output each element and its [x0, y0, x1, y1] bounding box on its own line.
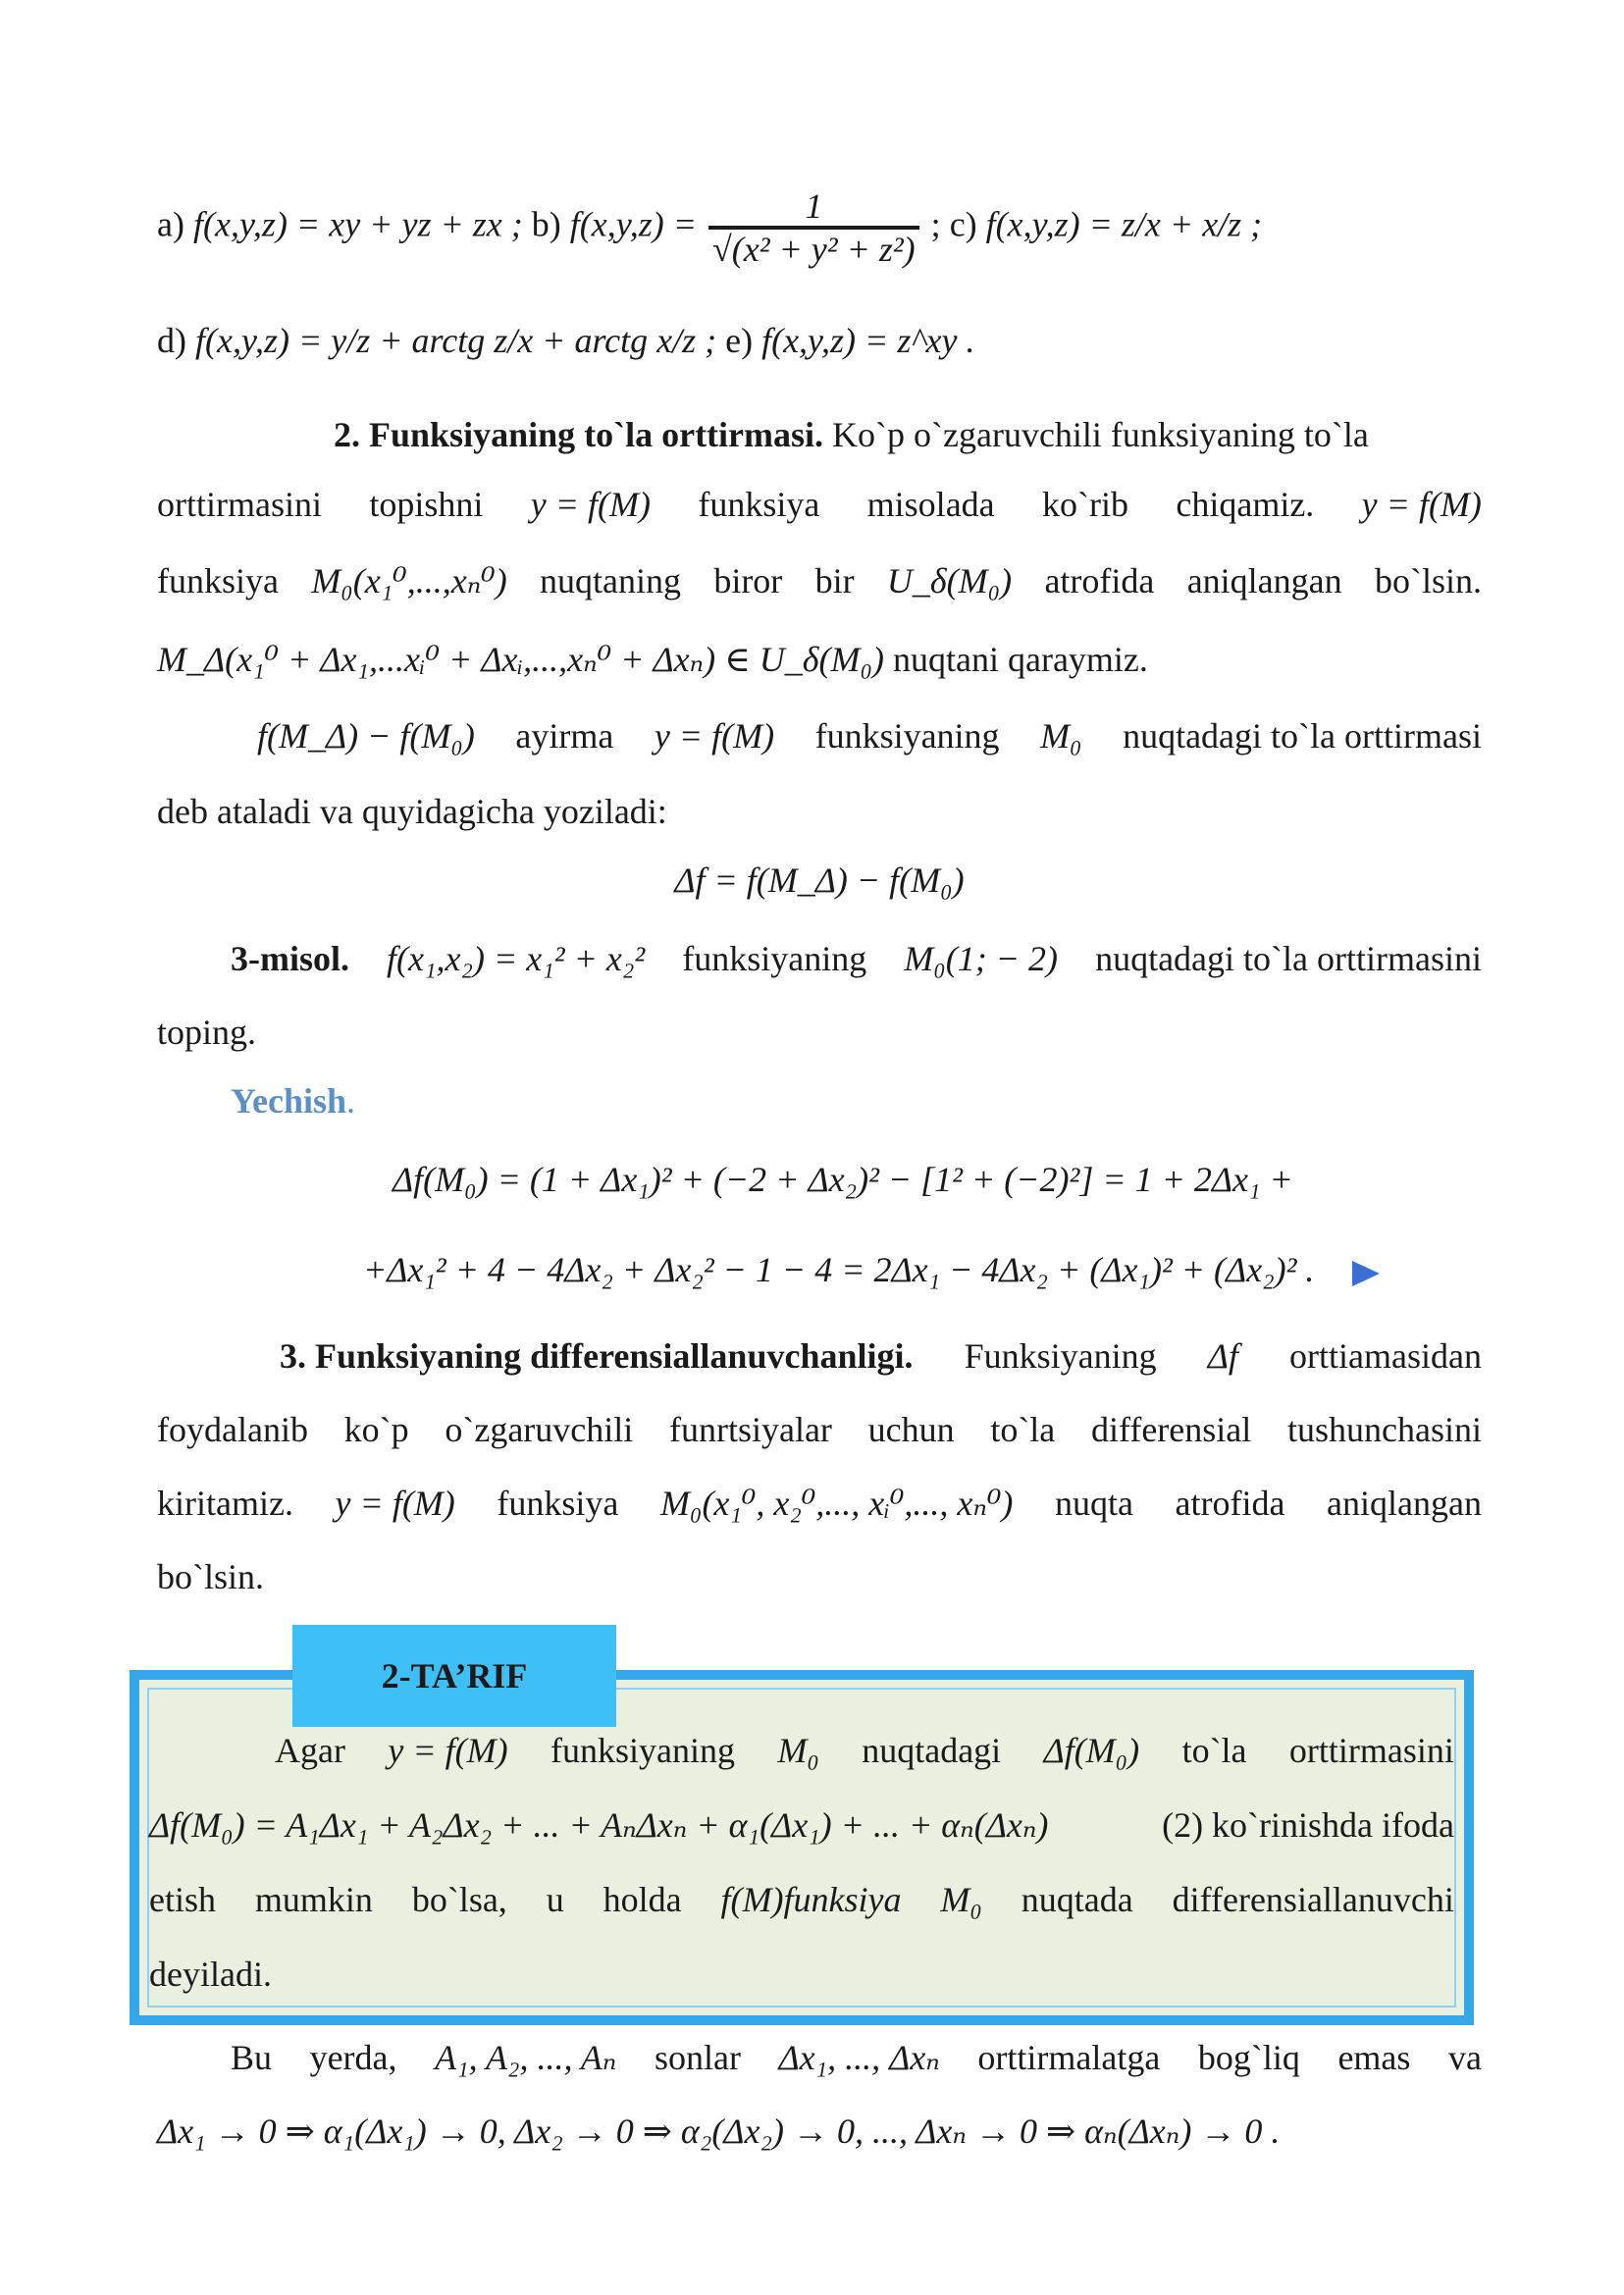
definition-line3 [149, 1878, 1454, 1921]
formula: Δf(M₀) [1043, 1731, 1140, 1770]
word: funrtsiyalar [668, 1410, 832, 1449]
word: aniqlangan [1186, 561, 1342, 600]
section2-heading-line [334, 413, 1482, 456]
section2-line6: deb ataladi va quyidagicha yoziladi: [157, 792, 667, 831]
word: uchun [867, 1410, 955, 1449]
word: funksiyaning [550, 1731, 735, 1770]
example3-line1 [231, 937, 1482, 980]
item-e-formula: f(x,y,z) = z^xy . [761, 321, 975, 360]
definition-line4: deyiladi. [149, 1955, 272, 1994]
item-b-lhs: f(x,y,z) = [569, 204, 697, 244]
section3-line3 [157, 1482, 1482, 1525]
formula: f(x₁,x₂) = x₁² + x₂² [387, 939, 646, 978]
word: kiritamiz. [157, 1484, 293, 1523]
solution-line [231, 1079, 819, 1122]
formula: Δx₁ → 0 ⇒ α₁(Δx₁) → 0, Δx₂ → 0 ⇒ α₂(Δx₂) → 0, ..., Δxₙ → 0 ⇒ αₙ(Δxₙ) → 0 . [157, 2112, 1281, 2151]
section3-title: 3. Funksiyaning differensiallanuvchanligi. [280, 1336, 914, 1376]
word: funksiya [698, 485, 820, 524]
word: tushunchasini [1286, 1410, 1482, 1449]
word: bog`liq [1197, 2038, 1300, 2077]
formula: +Δx₁² + 4 − 4Δx₂ + Δx₂² − 1 − 4 = 2Δx₁ − 4Δx₂ + (Δx₁)² + (Δx₂)² . [363, 1250, 1315, 1289]
formula: M_Δ(x₁⁰ + Δx₁,...xᵢ⁰ + Δxᵢ,...,xₙ⁰ + Δxₙ) ∈ U_δ(M₀) [157, 640, 884, 679]
text: nuqtadagi to`la orttirmasini [1095, 939, 1482, 978]
solution-dot: . [346, 1081, 356, 1121]
word: nuqta [1054, 1484, 1133, 1523]
formula: Δf(M₀) = A₁Δx₁ + A₂Δx₂ + ... + AₙΔxₙ + α₁(Δx₁) + ... + αₙ(Δxₙ) [149, 1805, 1049, 1845]
word: emas [1337, 2038, 1411, 2077]
formula: M₀ [940, 1880, 982, 1919]
item-a-label: a) [157, 204, 184, 244]
example-label: 3-misol. [231, 939, 349, 978]
section3-line4: bo`lsin. [157, 1557, 265, 1596]
item-e-label: e) [725, 321, 754, 360]
formula: f(M)funksiya [720, 1880, 902, 1919]
calc-line1 [393, 1158, 1423, 1201]
solution-label: Yechish [231, 1081, 347, 1121]
word: funksiyaning [814, 716, 1000, 756]
item-b-numerator: 1 [708, 186, 919, 228]
closing-line1 [231, 2036, 1482, 2079]
section3-line2 [157, 1408, 1482, 1451]
example3-line2: toping. [157, 1013, 257, 1052]
item-b-label: b) [531, 204, 561, 244]
word: bo`lsin. [1374, 561, 1482, 600]
word: Agar [275, 1731, 345, 1770]
section2-line1-text: Ko`p o`zgaruvchili funksiyaning to`la [832, 415, 1369, 454]
text: nuqtadagi to`la orttirmasi [1123, 716, 1482, 756]
formula: M₀(x₁⁰,...,xₙ⁰) [311, 561, 507, 600]
word: Funksiyaning [964, 1336, 1157, 1376]
closing-line2 [157, 2110, 1482, 2153]
definition-line2 [149, 1803, 1454, 1847]
section2-line2 [157, 483, 1482, 526]
formula: y = f(M) [654, 716, 775, 756]
word: u [546, 1880, 564, 1919]
formula: U_δ(M₀) [886, 561, 1013, 600]
word: differensiallanuvchi [1172, 1880, 1454, 1919]
exercise-line-abc [157, 186, 1482, 269]
text: nuqtani qaraymiz. [893, 640, 1148, 679]
word: ko`rib [1042, 485, 1128, 524]
word: to`la [1181, 1731, 1247, 1770]
definition-tab: 2-TA’RIF [292, 1625, 616, 1727]
formula: y = f(M) [530, 485, 651, 524]
formula: M₀(x₁⁰, x₂⁰,..., xᵢ⁰,..., xₙ⁰) [659, 1484, 1014, 1523]
word: sonlar [654, 2038, 741, 2077]
word: to`la [990, 1410, 1056, 1449]
word: bo`lsa, [411, 1880, 507, 1919]
word: biror [713, 561, 783, 600]
word: atrofida [1175, 1484, 1285, 1523]
word: aniqlangan [1327, 1484, 1482, 1523]
item-d-formula: f(x,y,z) = y/z + arctg z/x + arctg x/z ; [195, 321, 717, 360]
word: chiqamiz. [1176, 485, 1315, 524]
word: funksiyaning [682, 939, 867, 978]
formula: Δf(M₀) = (1 + Δx₁)² + (−2 + Δx₂)² − [1² + (−2)²] = 1 + 2Δx₁ + [393, 1160, 1293, 1199]
formula: M₀ [777, 1731, 819, 1770]
word: nuqtada [1021, 1880, 1133, 1919]
word: foydalanib [157, 1410, 308, 1449]
formula: y = f(M) [1361, 485, 1482, 524]
formula: y = f(M) [388, 1731, 508, 1770]
word: mumkin [254, 1880, 373, 1919]
item-d-label: d) [157, 321, 186, 360]
word: va [1447, 2038, 1482, 2077]
formula: M₀ [1040, 716, 1082, 756]
section3-heading-line [280, 1334, 1482, 1378]
word: etish [149, 1880, 216, 1919]
section2-line4 [157, 638, 1482, 681]
item-c-label: c) [949, 204, 977, 244]
section2-formula: Δf = f(M_Δ) − f(M₀) [674, 861, 965, 900]
word: atrofida [1044, 561, 1155, 600]
formula: f(M_Δ) − f(M₀) [257, 716, 475, 756]
word: orttirmasini [1288, 1731, 1454, 1770]
section2-line5 [257, 714, 1482, 757]
word: orttirmalatga [977, 2038, 1161, 2077]
word: orttirmasini [157, 485, 322, 524]
text: (2) ko`rinishda ifoda [1162, 1805, 1454, 1845]
section2-line3 [157, 559, 1482, 602]
definition-line1 [275, 1729, 1454, 1772]
item-a-formula: f(x,y,z) = xy + yz + zx ; [192, 204, 523, 244]
word: ayirma [515, 716, 614, 756]
formula: Δf [1207, 1336, 1238, 1376]
section2-title: 2. Funksiyaning to`la orttirmasi. [334, 415, 824, 454]
formula: Δx₁, ..., Δxₙ [778, 2038, 940, 2077]
item-c-formula: f(x,y,z) = z/x + x/z ; [985, 204, 1263, 244]
item-b-denominator: √(x² + y² + z²) [708, 228, 919, 269]
formula: A₁, A₂, ..., Aₙ [435, 2038, 617, 2077]
item-b-end: ; [930, 204, 941, 244]
word: orttiamasidan [1289, 1336, 1482, 1376]
word: bir [814, 561, 855, 600]
word: o`zgaruvchili [445, 1410, 634, 1449]
word: funksiya [497, 1484, 619, 1523]
exercise-line-de [157, 319, 1482, 362]
triangle-right-icon [1352, 1261, 1380, 1286]
word: nuqtadagi [862, 1731, 1002, 1770]
item-b-fraction [708, 186, 919, 269]
word: nuqtaning [540, 561, 681, 600]
word: funksiya [157, 561, 279, 600]
word: Bu [231, 2038, 273, 2077]
word: holda [602, 1880, 682, 1919]
word: ko`p [343, 1410, 409, 1449]
word: differensial [1091, 1410, 1252, 1449]
formula: M₀(1; − 2) [904, 939, 1059, 978]
formula: y = f(M) [335, 1484, 455, 1523]
word: misolada [866, 485, 995, 524]
calc-line2 [363, 1248, 1462, 1291]
word: yerda, [309, 2038, 397, 2077]
word: topishni [369, 485, 484, 524]
